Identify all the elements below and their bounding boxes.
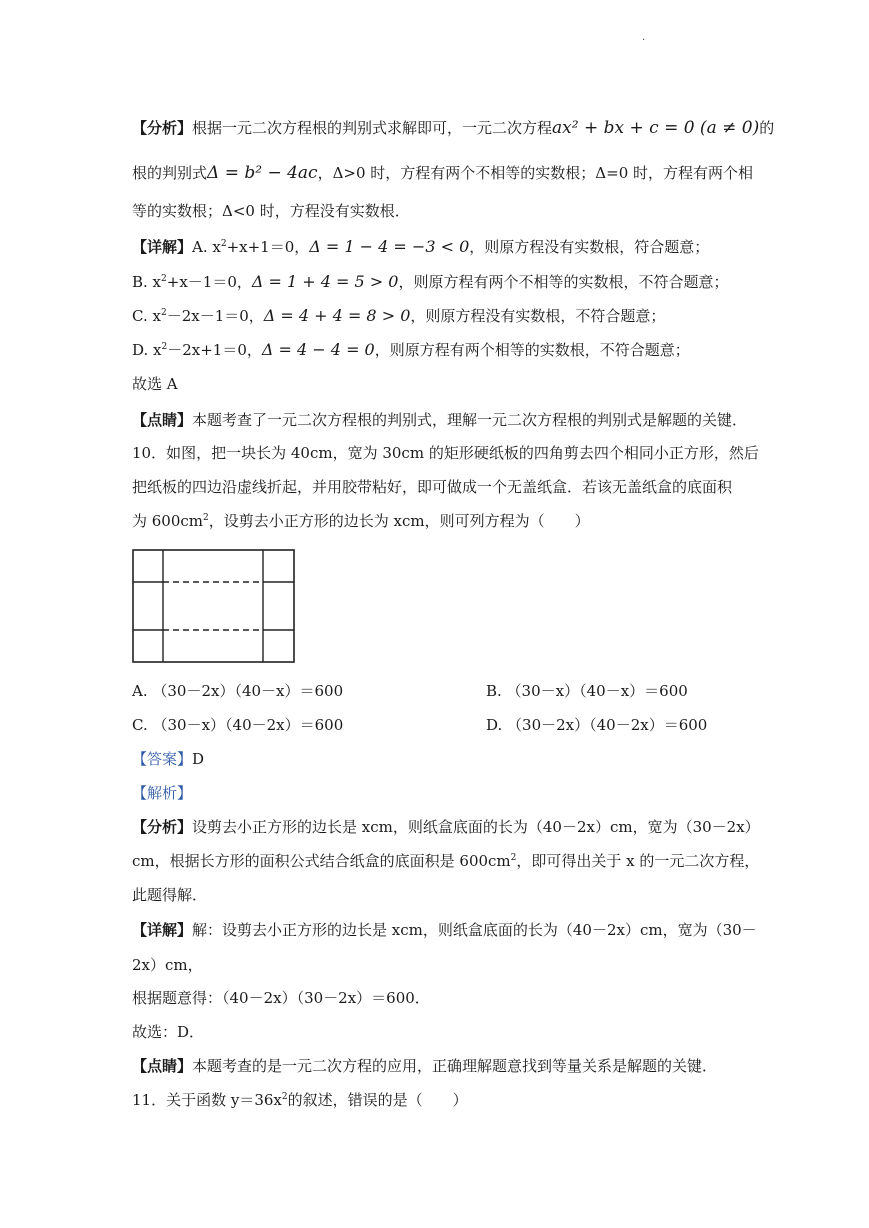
quadratic-formula: ax² + bx + c = 0 (a ≠ 0) <box>552 118 760 138</box>
delta-formula-b: Δ = 1 + 4 = 5 > 0 <box>251 272 399 291</box>
option-c-prefix: C. x <box>132 307 161 325</box>
option-d-suffix: －2x+1＝0， <box>167 341 262 359</box>
analysis2-text: cm，根据长方形的面积公式结合纸盒的底面积是 600cm <box>132 852 511 870</box>
analysis-text-end: 的 <box>759 119 775 137</box>
delta-formula-a: Δ = 1 − 4 = −3 < 0 <box>309 237 470 256</box>
superscript: 2 <box>160 308 167 318</box>
detail2-line-2: 2x）cm， <box>132 956 203 974</box>
option-b-suffix: +x－1＝0， <box>166 273 252 291</box>
analysis-text: 根据一元二次方程根的判别式求解即可，一元二次方程 <box>192 119 553 137</box>
comment-text: 本题考查了一元二次方程根的判别式，理解一元二次方程根的判别式是解题的关键． <box>192 411 748 429</box>
analysis2-line-3: 此题得解． <box>132 886 208 904</box>
superscript: 2 <box>220 239 227 249</box>
q11-text: 的叙述，错误的是（ ） <box>287 1091 468 1109</box>
option-a: A. （30－2x）（40－x）＝600 <box>132 682 344 700</box>
detail-line-c <box>132 306 665 326</box>
q10-text: 为 600cm <box>132 512 204 530</box>
analysis2-text: ，即可得出关于 x 的一元二次方程， <box>516 852 760 870</box>
option-c-suffix: －2x－1＝0， <box>166 307 264 325</box>
jiexi-tag: 【解析】 <box>132 784 193 802</box>
superscript: 2 <box>161 274 167 284</box>
option-b-text: ，则原方程有两个不相等的实数根，不符合题意； <box>398 273 729 291</box>
answer-tag: 【答案】 <box>132 750 193 768</box>
option-d-prefix: D. x <box>132 341 162 359</box>
option-a-text: ，则原方程没有实数根，符合题意； <box>469 238 710 256</box>
superscript: 2 <box>161 342 168 352</box>
board-outline <box>133 550 294 662</box>
detail-line-a <box>132 237 709 257</box>
option-a-prefix: A. x <box>192 238 221 256</box>
analysis-text: ，Δ>0 时，方程有两个不相等的实数根；Δ=0 时，方程有两个相 <box>317 164 754 182</box>
comment2-tag: 【点睛】 <box>132 1057 193 1075</box>
analysis-line-1 <box>132 118 774 138</box>
option-b-prefix: B. x <box>132 273 162 291</box>
analysis2-text: 设剪去小正方形的边长是 xcm，则纸盒底面的长为（40－2x）cm，宽为（30－2x） <box>192 818 760 836</box>
answer-value: D <box>192 750 205 768</box>
analysis2-tag: 【分析】 <box>132 818 193 836</box>
option-c-text: ，则原方程没有实数根，不符合题意； <box>410 307 666 325</box>
comment2-line <box>132 1056 717 1076</box>
delta-formula-d: Δ = 4 − 4 = 0 <box>261 340 375 359</box>
comment2-text: 本题考查的是一元二次方程的应用，正确理解题意找到等量关系是解题的关键． <box>192 1057 718 1075</box>
analysis-tag: 【分析】 <box>132 119 193 137</box>
comment-line <box>132 410 747 430</box>
superscript: 2 <box>510 853 517 863</box>
analysis-text: 根的判别式 <box>132 164 208 182</box>
detail2-line-3: 根据题意得：（40－2x）（30－2x）＝600． <box>132 989 430 1007</box>
superscript: 2 <box>203 513 209 523</box>
q10-line-1: 10．如图，把一块长为 40cm，宽为 30cm 的矩形硬纸板的四角剪去四个相同小正方形，然后 <box>132 444 759 462</box>
answer-line <box>132 749 204 769</box>
detail2-line-4: 故选：D． <box>132 1023 205 1041</box>
option-c: C. （30－x）（40－2x）＝600 <box>132 716 344 734</box>
option-d-text: ，则原方程有两个相等的实数根，不符合题意； <box>374 341 690 359</box>
cardboard-diagram <box>132 549 296 665</box>
discriminant-formula: Δ = b² − 4ac <box>207 163 318 183</box>
detail-line-b <box>132 272 729 292</box>
detail2-text: 解：设剪去小正方形的边长是 xcm，则纸盒底面的长为（40－2x）cm，宽为（30－ <box>192 921 757 939</box>
detail-tag: 【详解】 <box>132 238 193 256</box>
q10-line-2: 把纸板的四边沿虚线折起，并用胶带粘好，即可做成一个无盖纸盒．若该无盖纸盒的底面积 <box>132 478 733 496</box>
option-b: B. （30－x）（40－x）＝600 <box>486 682 688 700</box>
option-a-suffix: +x+1＝0， <box>226 238 310 256</box>
q10-text: ，设剪去小正方形的边长为 xcm，则可列方程为（ ） <box>208 512 590 530</box>
option-d: D. （30－2x）（40－2x）＝600 <box>486 716 708 734</box>
detail2-tag: 【详解】 <box>132 921 193 939</box>
analysis2-line-1 <box>132 817 760 837</box>
q11-line <box>132 1090 468 1110</box>
choice-line: 故选 A <box>132 375 178 393</box>
analysis-line-2 <box>132 163 753 183</box>
q10-line-3 <box>132 511 590 531</box>
analysis-line-3: 等的实数根；Δ<0 时，方程没有实数根． <box>132 202 410 220</box>
delta-formula-c: Δ = 4 + 4 = 8 > 0 <box>263 306 411 325</box>
analysis2-line-2 <box>132 851 759 871</box>
q11-text: 11．关于函数 y＝36x <box>132 1091 282 1109</box>
superscript: 2 <box>281 1092 288 1102</box>
detail-line-d <box>132 340 690 360</box>
detail2-line-1 <box>132 920 757 940</box>
comment-tag: 【点睛】 <box>132 411 193 429</box>
page-marker: . <box>642 32 646 43</box>
